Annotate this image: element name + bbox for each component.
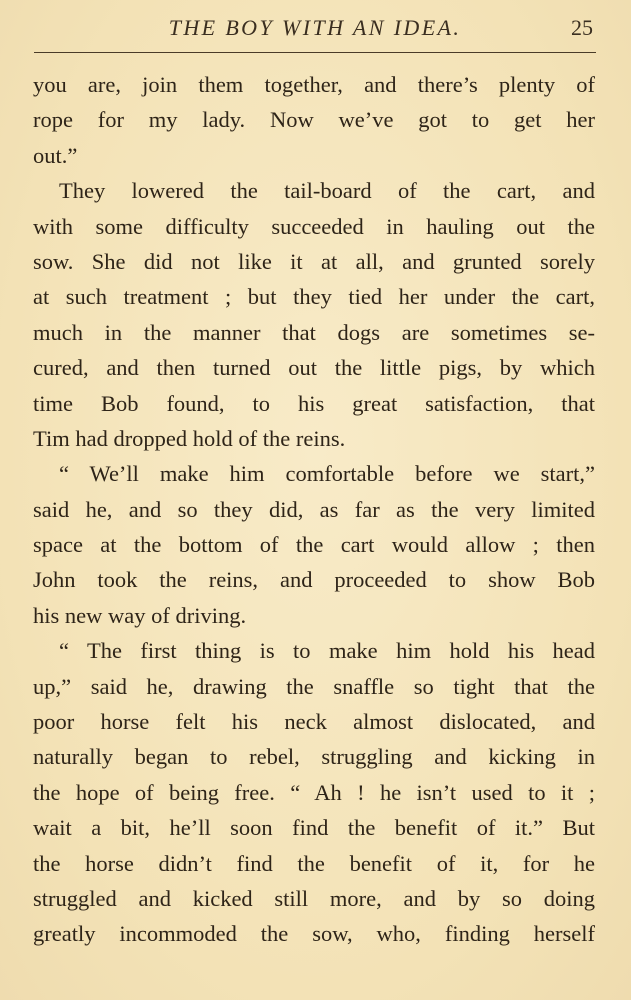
text-line: greatly incommoded the sow, who, finding herself <box>33 921 595 947</box>
text-line: cured, and then turned out the little pigs, by which <box>33 355 595 381</box>
text-line: John took the reins, and proceeded to show Bob <box>33 567 595 593</box>
text-line: you are, join them together, and there’s plenty of <box>33 72 595 97</box>
text-line: much in the manner that dogs are sometimes se- <box>33 319 595 345</box>
text-line: struggled and kicked still more, and by so doing <box>33 885 595 911</box>
text-line: the hope of being free. “ Ah ! he isn’t used to it ; <box>33 779 595 805</box>
text-line: the horse didn’t find the benefit of it, for he <box>33 850 595 876</box>
text-line: “ We’ll make him comfortable before we start,” <box>59 461 595 487</box>
text-line: space at the bottom of the cart would allow ; then <box>33 532 595 558</box>
text-line: Tim had dropped hold of the reins. <box>33 425 346 451</box>
text-line: poor horse felt his neck almost dislocated, and <box>33 709 595 735</box>
body-text <box>33 67 595 952</box>
text-line: naturally began to rebel, struggling and kicking in <box>33 744 595 770</box>
text-line: with some difficulty succeeded in hauling out the <box>33 213 595 239</box>
text-line: rope for my lady. Now we’ve got to get her <box>33 107 595 133</box>
text-line: sow. She did not like it at all, and grunted sorely <box>33 248 595 274</box>
header-rule <box>34 52 596 53</box>
running-title: THE BOY WITH AN IDEA. <box>168 15 462 40</box>
text-line: wait a bit, he’ll soon find the benefit of it.” But <box>33 815 595 841</box>
text-line: time Bob found, to his great satisfaction, that <box>33 390 595 416</box>
page-number: 25 <box>571 15 593 40</box>
text-line: They lowered the tail-board of the cart, and <box>59 178 595 204</box>
text-line: said he, and so they did, as far as the very limited <box>33 496 595 522</box>
text-line: “ The first thing is to make him hold his head <box>59 638 595 664</box>
text-line: at such treatment ; but they tied her under the cart, <box>33 284 595 310</box>
text-line: up,” said he, drawing the snaffle so tight that the <box>33 673 595 699</box>
text-line: out.” <box>33 142 78 168</box>
text-line: his new way of driving. <box>33 602 247 628</box>
running-header <box>0 12 631 46</box>
